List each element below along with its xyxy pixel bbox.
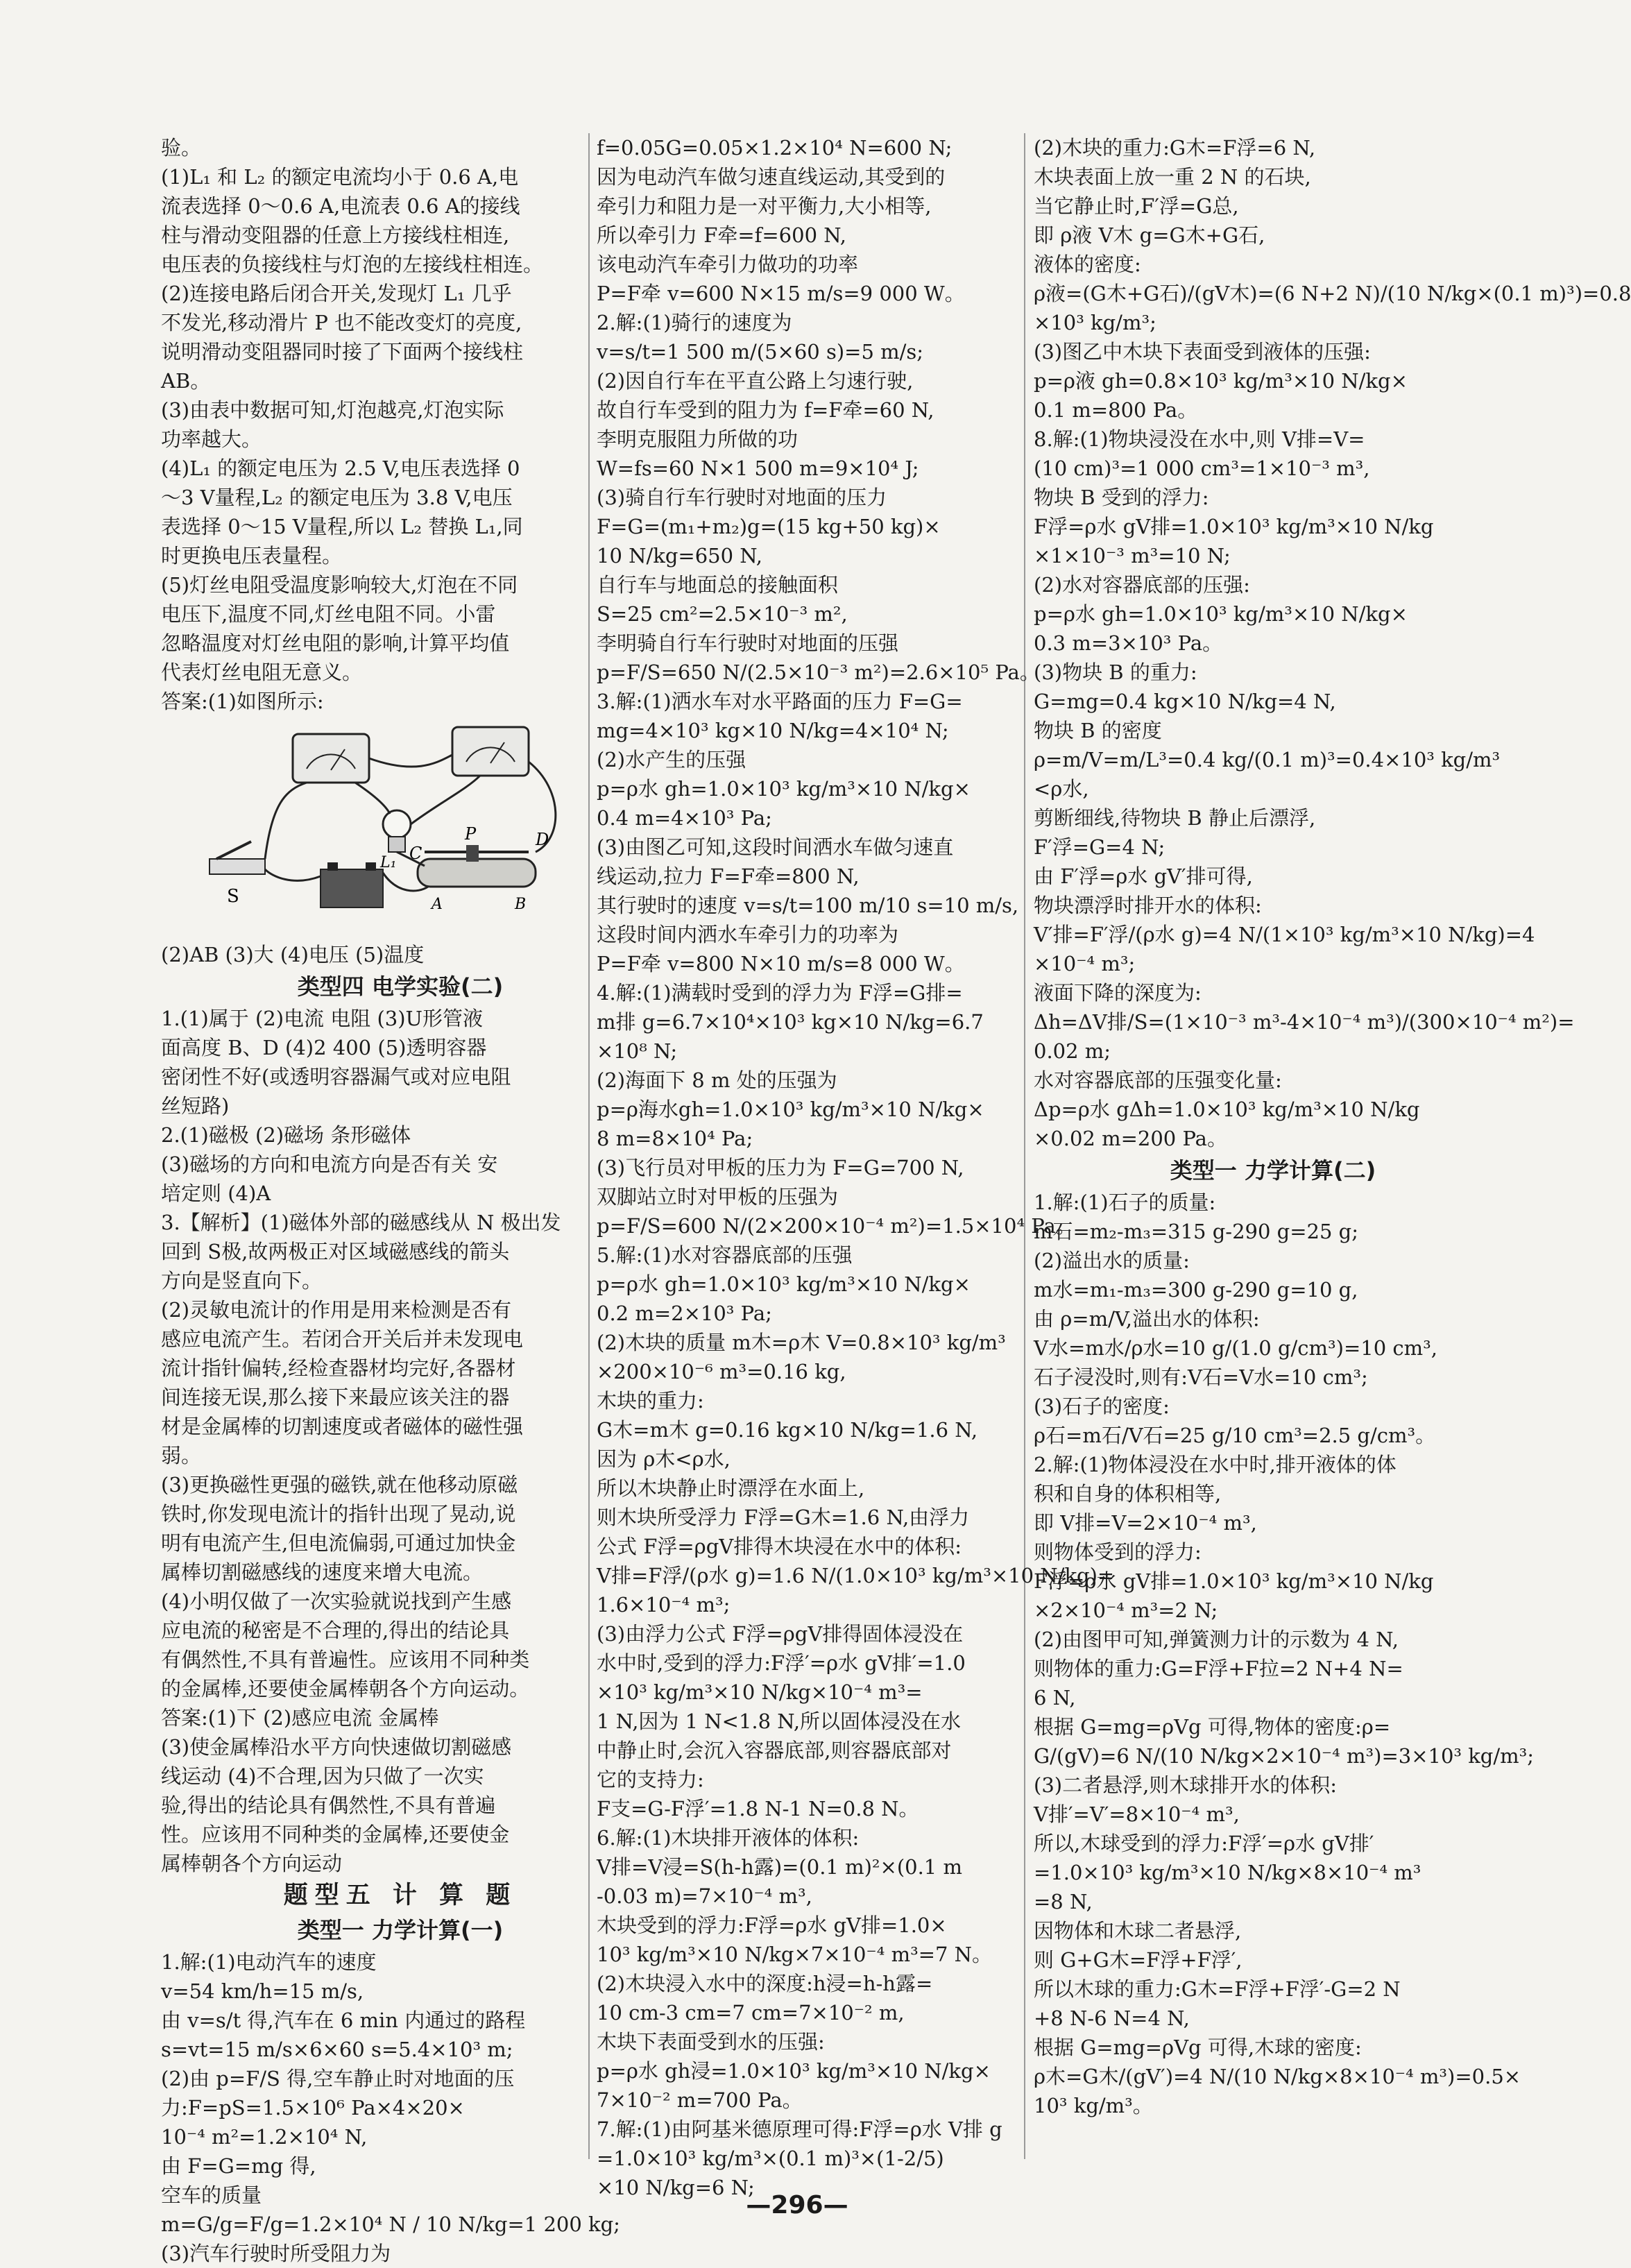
text-line: (4)L₁ 的额定电压为 2.5 V,电压表选择 0 (161, 457, 520, 480)
text-line: 有偶然性,不具有普遍性。应该用不同种类 (161, 1648, 530, 1671)
page-number: —296— (746, 2191, 848, 2219)
text-line: 流表选择 0～0.6 A,电流表 0.6 A的接线 (161, 194, 520, 218)
text-line: 培定则 (4)A (161, 1182, 271, 1205)
text-line: 由 ρ=m/V,溢出水的体积: (1034, 1307, 1260, 1331)
text-line: 1.6×10⁻⁴ m³; (597, 1593, 731, 1617)
text-line: 10 cm-3 cm=7 cm=7×10⁻² m, (597, 2001, 905, 2024)
text-line: AB。 (161, 369, 211, 393)
text-line: (3)图乙中木块下表面受到液体的压强: (1034, 340, 1371, 364)
text-line: 间连接无误,那么接下来最应该关注的器 (161, 1385, 510, 1409)
text-line: F=G=(m₁+m₂)g=(15 kg+50 kg)× (597, 515, 941, 538)
text-line: (2)水产生的压强 (597, 748, 746, 771)
text-line: p=F/S=650 N/(2.5×10⁻³ m²)=2.6×10⁵ Pa。 (597, 660, 1040, 684)
section-heading: 类型一 力学计算(一) (297, 1917, 504, 1943)
text-line: V排=V浸=S(h-h露)=(0.1 m)²×(0.1 m (597, 1855, 962, 1879)
text-line: (2)灵敏电流计的作用是用来检测是否有 (161, 1298, 512, 1322)
text-line: 由 v=s/t 得,汽车在 6 min 内通过的路程 (161, 2009, 526, 2032)
text-line: m水=m₁-m₃=300 g-290 g=10 g, (1034, 1278, 1358, 1302)
text-line: 流计指针偏转,经检查器材均完好,各器材 (161, 1356, 516, 1380)
text-line: 液面下降的深度为: (1034, 981, 1202, 1005)
text-line: 双脚站立时对甲板的压强为 (597, 1185, 839, 1209)
text-line: 水对容器底部的压强变化量: (1034, 1068, 1282, 1092)
text-line: p=ρ水 gh浸=1.0×10³ kg/m³×10 N/kg× (597, 2059, 991, 2083)
label-d: D (536, 830, 549, 849)
text-line: ρ木=G木/(gV′)=4 N/(10 N/kg×8×10⁻⁴ m³)=0.5× (1034, 2065, 1521, 2088)
text-line: P=F牵 v=600 N×15 m/s=9 000 W。 (597, 282, 965, 305)
text-line: 1.解:(1)石子的质量: (1034, 1191, 1216, 1214)
text-line: 2.解:(1)骑行的速度为 (597, 311, 792, 334)
text-line: -0.03 m)=7×10⁻⁴ m³, (597, 1884, 812, 1908)
text-line: (3)由表中数据可知,灯泡越亮,灯泡实际 (161, 398, 504, 422)
text-line: ×200×10⁻⁶ m³=0.16 kg, (597, 1360, 846, 1383)
text-line: 由 F=G=mg 得, (161, 2154, 316, 2178)
label-p: P (465, 824, 477, 844)
circuit-diagram (189, 720, 577, 928)
text-line: 木块表面上放一重 2 N 的石块, (1034, 165, 1311, 189)
text-line: 李明骑自行车行驶时对地面的压强 (597, 631, 899, 655)
text-line: +8 N-6 N=4 N, (1034, 2006, 1190, 2030)
text-line: ×2×10⁻⁴ m³=2 N; (1034, 1598, 1218, 1622)
text-line: 0.1 m=800 Pa。 (1034, 398, 1198, 422)
text-line: 7.解:(1)由阿基米德原理可得:F浮=ρ水 V排 g (597, 2117, 1002, 2141)
text-line: 功率越大。 (161, 427, 262, 451)
text-line: (4)小明仅做了一次实验就说找到产生感 (161, 1589, 512, 1613)
text-line: 的金属棒,还要使金属棒朝各个方向运动。 (161, 1677, 530, 1700)
text-line: 性。应该用不同种类的金属棒,还要使金 (161, 1823, 510, 1846)
text-line: 丝短路) (161, 1094, 230, 1118)
text-block (161, 1004, 640, 1878)
text-line: ×10 N/kg=6 N; (597, 2176, 755, 2199)
text-line: ρ石=m石/V石=25 g/10 cm³=2.5 g/cm³。 (1034, 1424, 1436, 1447)
text-line: 即 ρ液 V木 g=G木+G石, (1034, 223, 1265, 247)
text-line: 代表灯丝电阻无意义。 (161, 660, 363, 684)
label-b: B (515, 896, 527, 913)
text-line: 柱与滑动变阻器的任意上方接线柱相连, (161, 223, 510, 247)
text-block (1034, 133, 1631, 1153)
text-line: f=0.05G=0.05×1.2×10⁴ N=600 N; (597, 136, 953, 160)
text-line: ×1×10⁻³ m³=10 N; (1034, 544, 1231, 568)
text-line: 回到 S极,故两极正对区域磁感线的箭头 (161, 1240, 510, 1263)
text-line: 8 m=8×10⁴ Pa; (597, 1127, 753, 1150)
text-line: 物块漂浮时排开水的体积: (1034, 894, 1262, 917)
text-line: F浮=ρ水 gV排=1.0×10³ kg/m³×10 N/kg (1034, 515, 1434, 538)
text-line: 所以木球的重力:G木=F浮+F浮′-G=2 N (1034, 1977, 1401, 2001)
text-line: V排′=V′=8×10⁻⁴ m³, (1034, 1802, 1240, 1826)
text-line: 木块下表面受到水的压强: (597, 2030, 825, 2054)
text-line: ～3 V量程,L₂ 的额定电压为 3.8 V,电压 (161, 486, 513, 509)
text-line: s=vt=15 m/s×6×60 s=5.4×10³ m; (161, 2038, 513, 2061)
text-line: (3)更换磁性更强的磁铁,就在他移动原磁 (161, 1473, 518, 1497)
label-s: S (227, 886, 239, 907)
text-line: 该电动汽车牵引力做功的功率 (597, 253, 859, 276)
text-line: V排=F浮/(ρ水 g)=1.6 N/(1.0×10³ kg/m³×10 N/kg)= (597, 1564, 1115, 1587)
text-line: (3)物块 B 的重力: (1034, 660, 1197, 684)
text-line: (2)溢出水的质量: (1034, 1249, 1190, 1272)
text-line: (2)水对容器底部的压强: (1034, 573, 1250, 597)
text-line: 1 N,因为 1 N<1.8 N,所以固体浸没在水 (597, 1709, 962, 1733)
text-line: 弱。 (161, 1444, 202, 1467)
text-line: 4.解:(1)满载时受到的浮力为 F浮=G排= (597, 981, 963, 1005)
column-right (1034, 133, 1631, 2159)
text-line: <ρ水, (1034, 777, 1089, 801)
text-line: 其行驶时的速度 v=s/t=100 m/10 s=10 m/s, (597, 894, 1019, 917)
text-line: 则木块所受浮力 F浮=G木=1.6 N,由浮力 (597, 1506, 970, 1529)
text-line: 公式 F浮=ρgV排得木块浸在水中的体积: (597, 1535, 962, 1558)
text-line: 则 G+G木=F浮+F浮′, (1034, 1948, 1243, 1972)
text-line: 当它静止时,F′浮=G总, (1034, 194, 1239, 218)
text-line: 2.解:(1)物体浸没在水中时,排开液体的体 (1034, 1453, 1397, 1476)
text-line: 铁时,你发现电流计的指针出现了晃动,说 (161, 1502, 516, 1526)
text-line: 明有电流产生,但电流偏弱,可通过加快金 (161, 1531, 516, 1555)
column-left (161, 133, 640, 2265)
text-line: (3)二者悬浮,则木球排开水的体积: (1034, 1773, 1338, 1797)
text-line: 感应电流产生。若闭合开关后并未发现电 (161, 1327, 524, 1351)
text-line: V′排=F′浮/(ρ水 g)=4 N/(1×10³ kg/m³×10 N/kg)=4 (1034, 923, 1535, 946)
text-line: G/(gV)=6 N/(10 N/kg×2×10⁻⁴ m³)=3×10³ kg/m³; (1034, 1744, 1535, 1768)
text-block (161, 133, 640, 716)
text-line: 自行车与地面总的接触面积 (597, 573, 839, 597)
text-line: 物块 B 的密度 (1034, 719, 1162, 742)
text-line: (3)使金属棒沿水平方向快速做切割磁感 (161, 1735, 512, 1759)
text-line: ρ液=(G木+G石)/(gV木)=(6 N+2 N)/(10 N/kg×(0.1 m)³)=0.8 (1034, 282, 1631, 305)
text-line: (2)由图甲可知,弹簧测力计的示数为 4 N, (1034, 1628, 1399, 1651)
text-line: m排 g=6.7×10⁴×10³ kg×10 N/kg=6.7 (597, 1010, 984, 1034)
text-line: 所以,木球受到的浮力:F浮′=ρ水 gV排′ (1034, 1832, 1374, 1855)
text-line: (3)由图乙可知,这段时间洒水车做匀速直 (597, 835, 954, 859)
text-line: 1.解:(1)电动汽车的速度 (161, 1950, 377, 1974)
text-line: p=F/S=600 N/(2×200×10⁻⁴ m²)=1.5×10⁴ Pa。 (597, 1214, 1076, 1238)
text-line: 这段时间内洒水车牵引力的功率为 (597, 923, 899, 946)
text-line: (2)木块的质量 m木=ρ木 V=0.8×10³ kg/m³ (597, 1331, 1006, 1354)
text-line: 液体的密度: (1034, 253, 1141, 276)
text-line: 力:F=pS=1.5×10⁶ Pa×4×20× (161, 2096, 465, 2120)
text-line: 牵引力和阻力是一对平衡力,大小相等, (597, 194, 932, 218)
text-line: (5)灯丝电阻受温度影响较大,灯泡在不同 (161, 573, 518, 597)
text-line: mg=4×10³ kg×10 N/kg=4×10⁴ N; (597, 719, 949, 742)
text-line: Δp=ρ水 gΔh=1.0×10³ kg/m³×10 N/kg (1034, 1098, 1420, 1121)
text-line: 忽略温度对灯丝电阻的影响,计算平均值 (161, 631, 510, 655)
text-line: 因物体和木球二者悬浮, (1034, 1919, 1242, 1943)
text-line: 10³ kg/m³×10 N/kg×7×10⁻⁴ m³=7 N。 (597, 1943, 993, 1966)
label-c: C (409, 844, 422, 863)
text-line: 电压下,温度不同,灯丝电阻不同。小雷 (161, 602, 496, 626)
text-line: (3)磁场的方向和电流方向是否有关 安 (161, 1152, 498, 1176)
text-line: W=fs=60 N×1 500 m=9×10⁴ J; (597, 457, 919, 480)
section-heading: 类型四 电学实验(二) (297, 973, 504, 1000)
text-line: 因为电动汽车做匀速直线运动,其受到的 (597, 165, 946, 189)
text-line: 故自行车受到的阻力为 f=F牵=60 N, (597, 398, 934, 422)
text-line: 0.2 m=2×10³ Pa; (597, 1302, 772, 1325)
text-line: 2.(1)磁极 (2)磁场 条形磁体 (161, 1123, 411, 1147)
text-line: 10⁻⁴ m²=1.2×10⁴ N, (161, 2125, 368, 2149)
text-line: 答案:(1)如图所示: (161, 690, 324, 713)
text-line: 1.(1)属于 (2)电流 电阻 (3)U形管液 (161, 1007, 484, 1030)
text-line: ×10³ kg/m³; (1034, 311, 1156, 334)
text-line: ×0.02 m=200 Pa。 (1034, 1127, 1227, 1150)
text-line: 它的支持力: (597, 1768, 704, 1791)
text-line: 0.02 m; (1034, 1039, 1111, 1063)
text-line: p=ρ液 gh=0.8×10³ kg/m³×10 N/kg× (1034, 369, 1408, 393)
text-line: v=54 km/h=15 m/s, (161, 1979, 364, 2003)
text-line: F支=G-F浮′=1.8 N-1 N=0.8 N。 (597, 1797, 919, 1821)
text-line: (2)因自行车在平直公路上匀速行驶, (597, 369, 914, 393)
text-line: (2)木块浸入水中的深度:h浸=h-h露= (597, 1972, 933, 1995)
text-line: G=mg=0.4 kg×10 N/kg=4 N, (1034, 690, 1336, 713)
text-line: p=ρ海水gh=1.0×10³ kg/m³×10 N/kg× (597, 1098, 984, 1121)
text-line: 10³ kg/m³。 (1034, 2094, 1153, 2117)
text-line: =1.0×10³ kg/m³×10 N/kg×8×10⁻⁴ m³ (1034, 1861, 1421, 1884)
label-a: A (432, 896, 443, 913)
text-line: 则物体受到的浮力: (1034, 1540, 1202, 1564)
text-block (161, 1947, 640, 2268)
text-line: 即 V排=V=2×10⁻⁴ m³, (1034, 1511, 1257, 1535)
answer-line: (2)AB (3)大 (4)电压 (5)温度 (161, 943, 425, 966)
text-line: 积和自身的体积相等, (1034, 1482, 1222, 1506)
text-line: (1)L₁ 和 L₂ 的额定电流均小于 0.6 A,电 (161, 165, 519, 189)
text-line: 7×10⁻² m=700 Pa。 (597, 2088, 803, 2112)
text-line: V水=m水/ρ水=10 g/(1.0 g/cm³)=10 cm³, (1034, 1336, 1437, 1360)
text-line: 木块受到的浮力:F浮=ρ水 gV排=1.0× (597, 1913, 947, 1937)
text-line: 10 N/kg=650 N, (597, 544, 763, 568)
text-line: 线运动,拉力 F=F牵=800 N, (597, 864, 860, 888)
text-line: (10 cm)³=1 000 cm³=1×10⁻³ m³, (1034, 457, 1370, 480)
text-line: 5.解:(1)水对容器底部的压强 (597, 1243, 853, 1267)
section-heading: 类型一 力学计算(二) (1170, 1157, 1376, 1184)
text-line: 面高度 B、D (4)2 400 (5)透明容器 (161, 1036, 487, 1059)
text-line: 表选择 0～15 V量程,所以 L₂ 替换 L₁,同 (161, 515, 523, 538)
text-line: 3.【解析】(1)磁体外部的磁感线从 N 极出发 (161, 1211, 561, 1234)
text-line: 所以牵引力 F牵=f=600 N, (597, 223, 846, 247)
text-line: 验。 (161, 136, 202, 160)
text-line: (3)石子的密度: (1034, 1395, 1170, 1418)
text-line: 材是金属棒的切割速度或者磁体的磁性强 (161, 1415, 524, 1438)
text-line: (2)连接电路后闭合开关,发现灯 L₁ 几乎 (161, 282, 512, 305)
text-line: 属棒朝各个方向运动 (161, 1852, 343, 1875)
text-line: 6.解:(1)木块排开液体的体积: (597, 1826, 860, 1850)
text-line: 应电流的秘密是不合理的,得出的结论具 (161, 1619, 510, 1642)
section-heading: 题型五 计 算 题 (283, 1882, 518, 1909)
text-line: m=G/g=F/g=1.2×10⁴ N / 10 N/kg=1 200 kg; (161, 2212, 620, 2236)
text-line: (2)木块的重力:G木=F浮=6 N, (1034, 136, 1316, 160)
text-line: 物块 B 受到的浮力: (1034, 486, 1209, 509)
text-line: 0.3 m=3×10³ Pa。 (1034, 631, 1223, 655)
text-line: F浮=ρ水 gV排=1.0×10³ kg/m³×10 N/kg (1034, 1569, 1434, 1593)
text-line: p=ρ水 gh=1.0×10³ kg/m³×10 N/kg× (597, 1272, 971, 1296)
text-line: 由 F′浮=ρ水 gV′排可得, (1034, 864, 1253, 888)
text-line: 中静止时,会沉入容器底部,则容器底部对 (597, 1739, 952, 1762)
text-line: (2)海面下 8 m 处的压强为 (597, 1068, 837, 1092)
text-line: 密闭性不好(或透明容器漏气或对应电阻 (161, 1065, 511, 1089)
text-block (1034, 1188, 1535, 2120)
text-line: 验,得出的结论具有偶然性,不具有普遍 (161, 1793, 496, 1817)
text-line: 所以木块静止时漂浮在水面上, (597, 1476, 865, 1500)
text-line: (3)骑自行车行驶时对地面的压力 (597, 486, 887, 509)
text-line: 答案:(1)下 (2)感应电流 金属棒 (161, 1706, 439, 1730)
text-line: Δh=ΔV排/S=(1×10⁻³ m³-4×10⁻⁴ m³)/(300×10⁻⁴ m²)= (1034, 1010, 1575, 1034)
text-line: v=s/t=1 500 m/(5×60 s)=5 m/s; (597, 340, 924, 364)
text-line: 石子浸没时,则有:V石=V水=10 cm³; (1034, 1365, 1368, 1389)
text-line: 则物体的重力:G=F浮+F拉=2 N+4 N= (1034, 1657, 1403, 1680)
text-line: (2)由 p=F/S 得,空车静止时对地面的压 (161, 2067, 515, 2090)
text-line: F′浮=G=4 N; (1034, 835, 1165, 859)
text-line: (3)由浮力公式 F浮=ρgV排得固体浸没在 (597, 1622, 964, 1646)
text-line: 剪断细线,待物块 B 静止后漂浮, (1034, 806, 1316, 830)
text-line: 因为 ρ木<ρ水, (597, 1447, 731, 1471)
text-line: 3.解:(1)洒水车对水平路面的压力 F=G= (597, 690, 963, 713)
text-line: 时更换电压表量程。 (161, 544, 343, 568)
text-line: 李明克服阻力所做的功 (597, 427, 799, 451)
text-line: m石=m₂-m₃=315 g-290 g=25 g; (1034, 1220, 1358, 1243)
text-line: 说明滑动变阻器同时接了下面两个接线柱 (161, 340, 524, 364)
text-line: 8.解:(1)物块浸没在水中,则 V排=V= (1034, 427, 1365, 451)
text-line: 电压表的负接线柱与灯泡的左接线柱相连。 (161, 253, 544, 276)
text-line: 不发光,移动滑片 P 也不能改变灯的亮度, (161, 311, 522, 334)
text-line: (3)汽车行驶时所受阻力为 (161, 2242, 391, 2265)
text-line: =1.0×10³ kg/m³×(0.1 m)³×(1-2/5) (597, 2147, 944, 2170)
text-line: 水中时,受到的浮力:F浮′=ρ水 gV排′=1.0 (597, 1651, 966, 1675)
text-line: p=ρ水 gh=1.0×10³ kg/m³×10 N/kg× (1034, 602, 1408, 626)
text-line: 根据 G=mg=ρVg 可得,木球的密度: (1034, 2036, 1362, 2059)
text-line: 6 N, (1034, 1686, 1076, 1709)
text-line: ρ=m/V=m/L³=0.4 kg/(0.1 m)³=0.4×10³ kg/m³ (1034, 748, 1501, 771)
text-line: p=ρ水 gh=1.0×10³ kg/m³×10 N/kg× (597, 777, 971, 801)
label-l1: L₁ (380, 854, 397, 871)
text-line: =8 N, (1034, 1890, 1093, 1913)
text-line: 0.4 m=4×10³ Pa; (597, 806, 772, 830)
text-line: ×10³ kg/m³×10 N/kg×10⁻⁴ m³= (597, 1680, 923, 1704)
text-line: G木=m木 g=0.16 kg×10 N/kg=1.6 N, (597, 1418, 978, 1442)
text-line: (3)飞行员对甲板的压力为 F=G=700 N, (597, 1156, 964, 1179)
text-line: S=25 cm²=2.5×10⁻³ m², (597, 602, 848, 626)
text-line: 根据 G=mg=ρVg 可得,物体的密度:ρ= (1034, 1715, 1391, 1739)
text-line: 线运动 (4)不合理,因为只做了一次实 (161, 1764, 484, 1788)
text-line: ×10⁸ N; (597, 1039, 678, 1063)
text-line: 木块的重力: (597, 1389, 704, 1413)
text-line: P=F牵 v=800 N×10 m/s=8 000 W。 (597, 952, 965, 975)
text-line: 空车的质量 (161, 2183, 262, 2207)
text-line: 属棒切割磁感线的速度来增大电流。 (161, 1560, 484, 1584)
text-line: ×10⁻⁴ m³; (1034, 952, 1136, 975)
text-line: 方向是竖直向下。 (161, 1269, 323, 1293)
